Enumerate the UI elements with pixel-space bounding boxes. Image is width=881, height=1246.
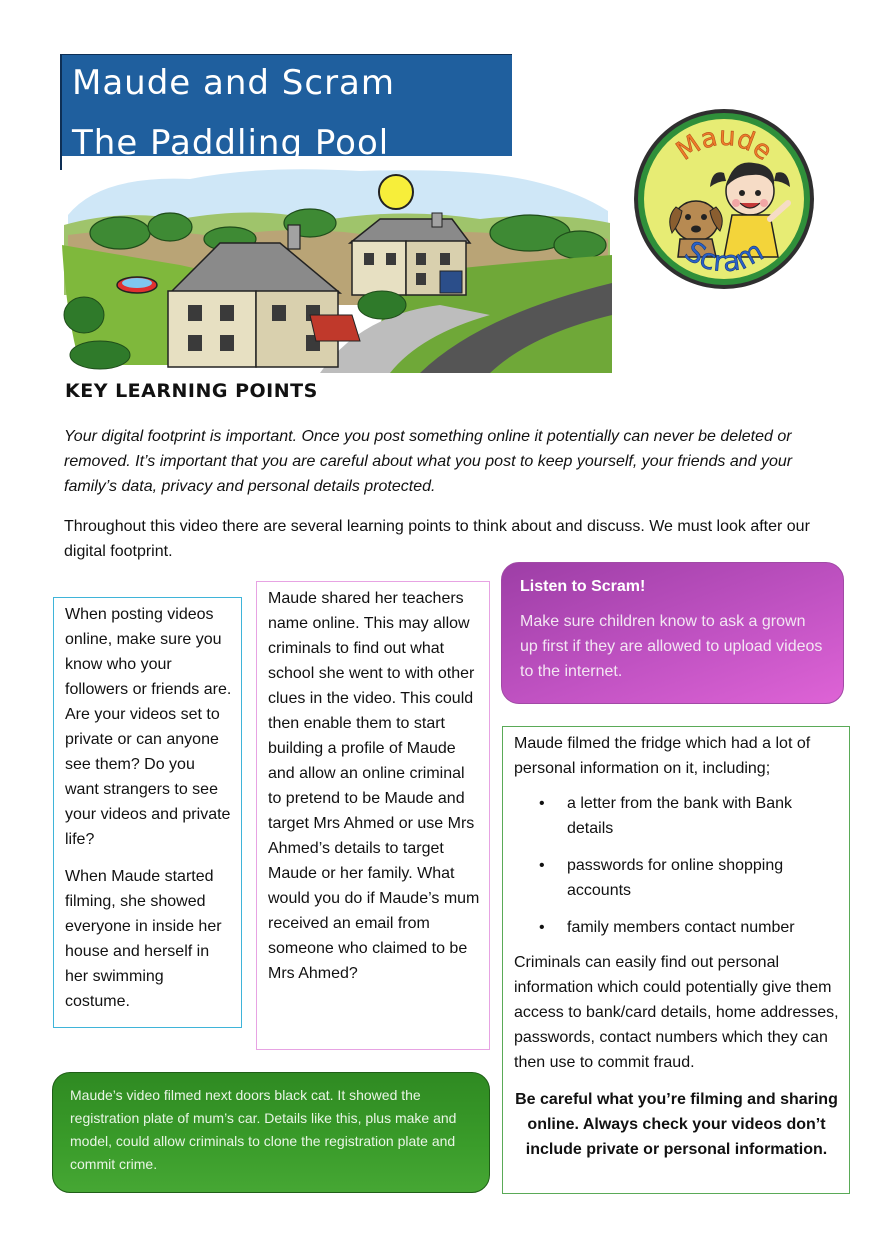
black-cat-paragraph: Maude’s video filmed next doors black cat. It showed the registration plate of mum’s car. Details like this, plus make and model, could allow criminals to clone the registration plate and commit crime. [70, 1087, 457, 1172]
intro-italic-paragraph: Your digital footprint is important. Once you post something online it potentially can never be deleted or removed. It’s important that you are careful about what you post to keep yourself, your friends and your family’s data, privacy and personal details protected. [64, 428, 793, 495]
teacher-name-paragraph: Maude shared her teachers name online. This may allow criminals to find out what school she went to with other clues in the video. This could then enable them to start building a profile of Maude and allow an online criminal to pretend to be Maude and target Mrs Ahmed or use Mrs Ahmed’s details to target Maude or her family. What would you do if Maude’s mum received an email from someone who claimed to be Mrs Ahmed? [268, 590, 480, 982]
list-item: • passwords for online shopping accounts [567, 853, 839, 903]
title-line-1: Maude and Scram [72, 63, 396, 103]
key-learning-heading: KEY LEARNING POINTS [65, 380, 318, 402]
svg-text:Scram: Scram [678, 234, 769, 279]
list-item: • family members contact number [567, 915, 839, 940]
title-line-2: The Paddling Pool [72, 123, 390, 163]
title-banner [60, 54, 512, 163]
list-item: • a letter from the bank with Bank details [567, 791, 839, 841]
house-scene-illustration [60, 165, 612, 373]
black-cat-box [52, 1072, 490, 1193]
listen-to-scram-title: Listen to Scram! [520, 578, 646, 595]
bullet-icon: • [539, 857, 545, 874]
fridge-bullet-list [514, 791, 839, 940]
bullet-icon: • [539, 795, 545, 812]
fridge-intro: Maude filmed the fridge which had a lot of personal information on it, including; [514, 735, 811, 777]
bullet-icon: • [539, 919, 545, 936]
intro-paragraph: Throughout this video there are several learning points to think about and discuss. We must look after our digital footprint. [64, 518, 810, 560]
svg-text:Maude: Maude [671, 121, 778, 167]
listen-to-scram-box [501, 562, 844, 704]
teacher-name-box [256, 581, 490, 1050]
fraud-paragraph: Criminals can easily find out personal information which could potentially give them access to bank/card details, home addresses, passwords, contact numbers which they can then use to commit fraud. [514, 954, 839, 1071]
followers-box [53, 597, 242, 1028]
followers-paragraph: When posting videos online, make sure you know who your followers or friends are. Are your videos set to private or can anyone see them? Do you want strangers to see your videos and private life? [65, 606, 232, 848]
listen-to-scram-text: Make sure children know to ask a grown up first if they are allowed to upload videos to the internet. [520, 613, 823, 680]
maude-scram-logo [632, 107, 816, 291]
fridge-box [502, 726, 850, 1194]
filming-paragraph: When Maude started filming, she showed everyone in inside her house and herself in her swimming costume. [65, 868, 222, 1010]
warning-paragraph: Be careful what you’re filming and sharing online. Always check your videos don’t include private or personal information. [515, 1091, 838, 1158]
